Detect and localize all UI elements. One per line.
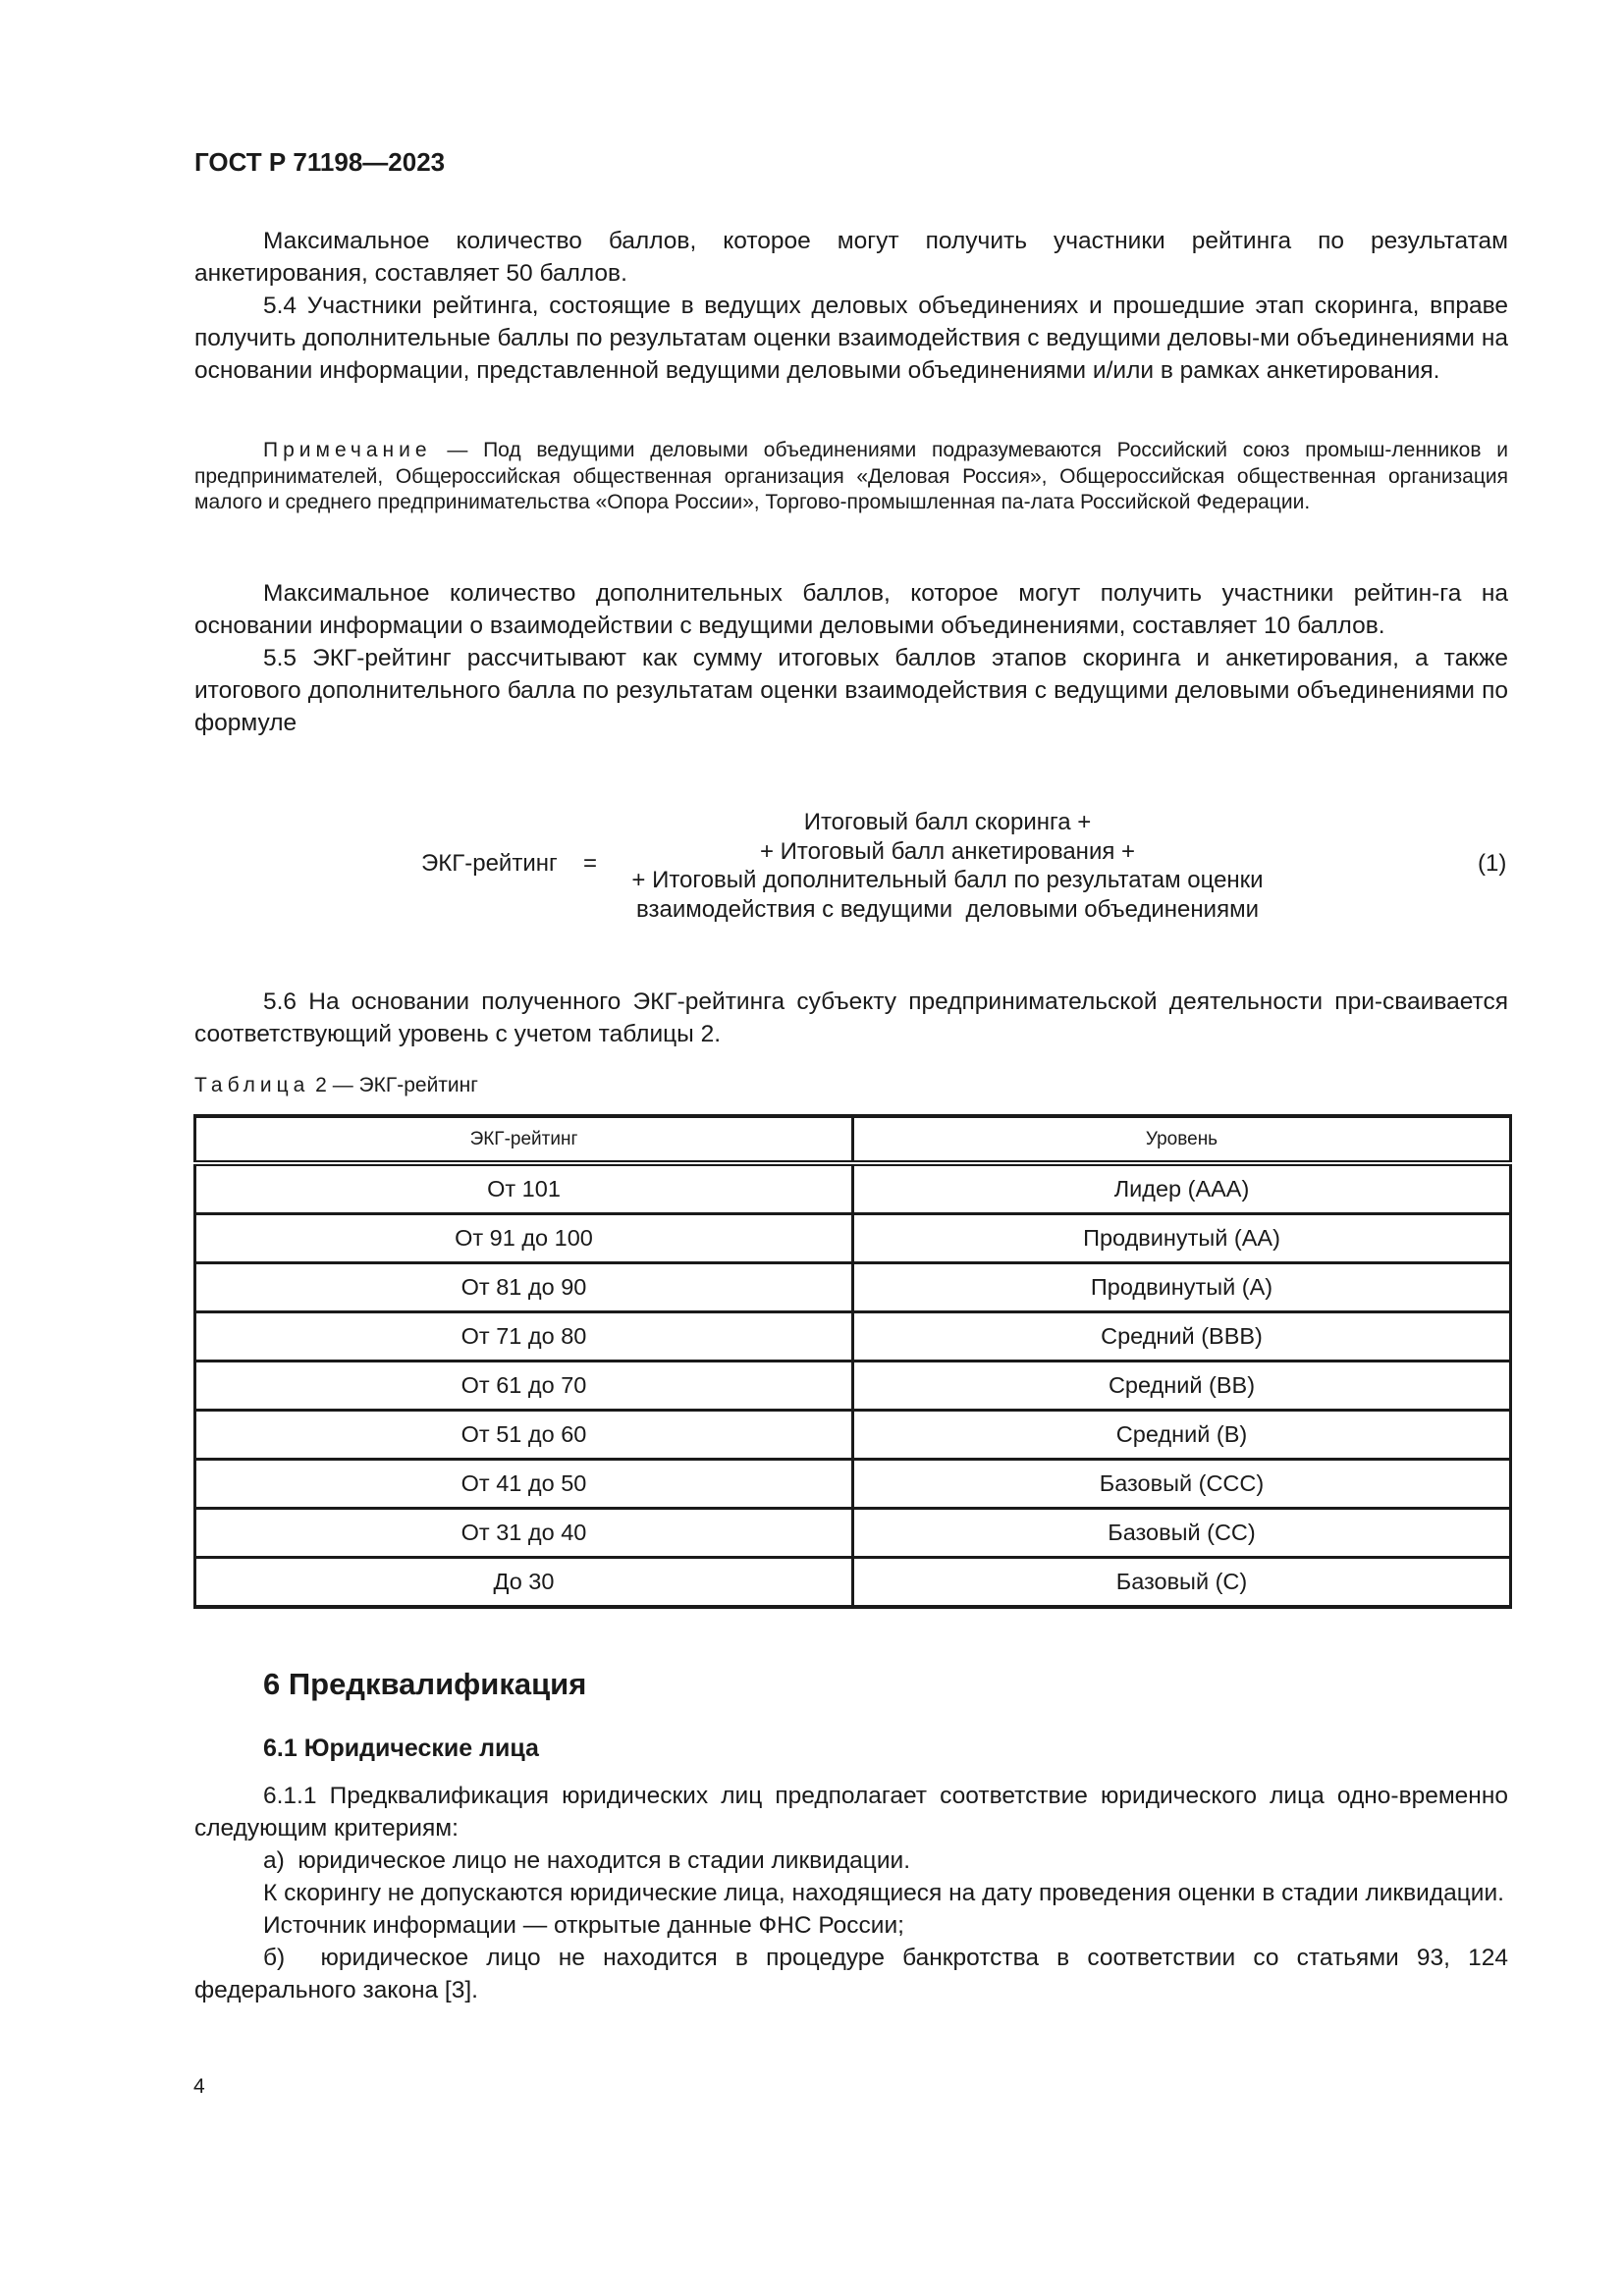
table-row (195, 1214, 1511, 1263)
cell-level: Базовый (С) (853, 1558, 1511, 1608)
page-number: 4 (193, 2075, 205, 2098)
cell-level: Базовый (ССС) (853, 1460, 1511, 1509)
criterion-a: а) юридическое лицо не находится в стадии ликвидации. (263, 1847, 911, 1874)
cell-level: Лидер (ААА) (853, 1163, 1511, 1214)
body-5-6 (194, 986, 1508, 1050)
section-heading-6: 6 Предквалификация (263, 1667, 587, 1701)
formula-number: (1) (1478, 850, 1507, 877)
paragraph-liquidation: К скорингу не допускаются юридические лица, находящиеся на дату проведения оценки в стадии ликвидации. (263, 1880, 1504, 1906)
cell-rating: От 41 до 50 (195, 1460, 853, 1509)
note-paragraph (194, 438, 1508, 516)
cell-rating: От 101 (195, 1163, 853, 1214)
document-id-header: ГОСТ Р 71198—2023 (194, 147, 446, 177)
formula-equals: = (583, 850, 598, 877)
cell-level: Средний (ВВВ) (853, 1312, 1511, 1362)
cell-rating: От 61 до 70 (195, 1362, 853, 1411)
cell-level: Средний (В) (853, 1411, 1511, 1460)
cell-level: Продвинутый (А) (853, 1263, 1511, 1312)
body-top (194, 225, 1508, 387)
paragraph-5-5: 5.5 ЭКГ-рейтинг рассчитывают как сумму итоговых баллов этапов скоринга и анкетирования, а также итогового дополнительного балла по результатам оценки взаимодействия с ведущими деловыми объединениями по формуле (194, 645, 1508, 736)
paragraph-5-6: 5.6 На основании полученного ЭКГ-рейтинга субъекту предпринимательской деятельности при-сваивается соответствующий уровень с учетом таблицы 2. (194, 988, 1508, 1047)
table-row (195, 1163, 1511, 1214)
table-caption-title: 2 — ЭКГ-рейтинг (309, 1074, 478, 1096)
table-row (195, 1263, 1511, 1312)
formula-line: взаимодействия с ведущими деловыми объединениями (636, 895, 1259, 923)
cell-rating: От 31 до 40 (195, 1509, 853, 1558)
table-row (195, 1509, 1511, 1558)
paragraph-max-extra-points: Максимальное количество дополнительных баллов, которое могут получить участники рейтин-га на основании информации о взаимодействии с ведущими деловыми объединениями, составляет 10 баллов. (194, 580, 1508, 639)
table-row (195, 1312, 1511, 1362)
criterion-b: б) юридическое лицо не находится в процедуре банкротства в соответствии со статьями 93, 124 федерального закона [3]. (194, 1945, 1515, 2003)
paragraph-6-1-1: 6.1.1 Предквалификация юридических лиц предполагает соответствие юридического лица одно-временно следующим критериям: (194, 1783, 1508, 1842)
note (194, 438, 1508, 516)
table-caption-label: Таблица (194, 1074, 310, 1096)
table-caption (194, 1074, 478, 1097)
column-header-rating: ЭКГ-рейтинг (195, 1116, 853, 1163)
cell-rating: От 51 до 60 (195, 1411, 853, 1460)
table-row (195, 1460, 1511, 1509)
formula-rhs (609, 808, 1286, 924)
body-section-6 (194, 1780, 1515, 2006)
column-header-level: Уровень (853, 1116, 1511, 1163)
formula-lhs: ЭКГ-рейтинг (421, 850, 558, 877)
table-row (195, 1362, 1511, 1411)
cell-level: Средний (ВВ) (853, 1362, 1511, 1411)
rating-table (193, 1114, 1512, 1609)
paragraph-5-4: 5.4 Участники рейтинга, состоящие в ведущих деловых объединениях и прошедшие этап скоринга, вправе получить дополнительные баллы по результатам оценки взаимодействия с ведущими деловы-ми объединениями на основании информации, представленной ведущими деловыми объединениями и/или в рамках анкетирования. (194, 293, 1508, 384)
cell-rating: От 81 до 90 (195, 1263, 853, 1312)
paragraph-max-points: Максимальное количество баллов, которое могут получить участники рейтинга по результатам анкетирования, составляет 50 баллов. (194, 228, 1508, 287)
cell-level: Продвинутый (АА) (853, 1214, 1511, 1263)
formula-line: Итоговый балл скоринга + (803, 809, 1092, 835)
note-label: Примечание (263, 439, 432, 461)
cell-rating: От 91 до 100 (195, 1214, 853, 1263)
formula-line: + Итоговый дополнительный балл по результатам оценки (631, 867, 1264, 893)
body-mid (194, 577, 1508, 739)
cell-level: Базовый (СС) (853, 1509, 1511, 1558)
subsection-heading-6-1: 6.1 Юридические лица (263, 1735, 539, 1762)
table-header-row (195, 1116, 1511, 1163)
cell-rating: От 71 до 80 (195, 1312, 853, 1362)
formula-line: + Итоговый балл анкетирования + (759, 837, 1136, 865)
paragraph-source: Источник информации — открытые данные ФНС России; (263, 1912, 904, 1939)
note-text: — Под ведущими деловыми объединениями подразумеваются Российский союз промыш-ленников и предпринимателей, Общероссийская общественная организация «Деловая Россия», Общероссийская общественная организация малого и среднего предпринимательства «Опора России», Торгово-промышленная па-лата Российской Федерации. (194, 439, 1508, 513)
cell-rating: До 30 (195, 1558, 853, 1608)
table-row (195, 1411, 1511, 1460)
table-row (195, 1558, 1511, 1608)
